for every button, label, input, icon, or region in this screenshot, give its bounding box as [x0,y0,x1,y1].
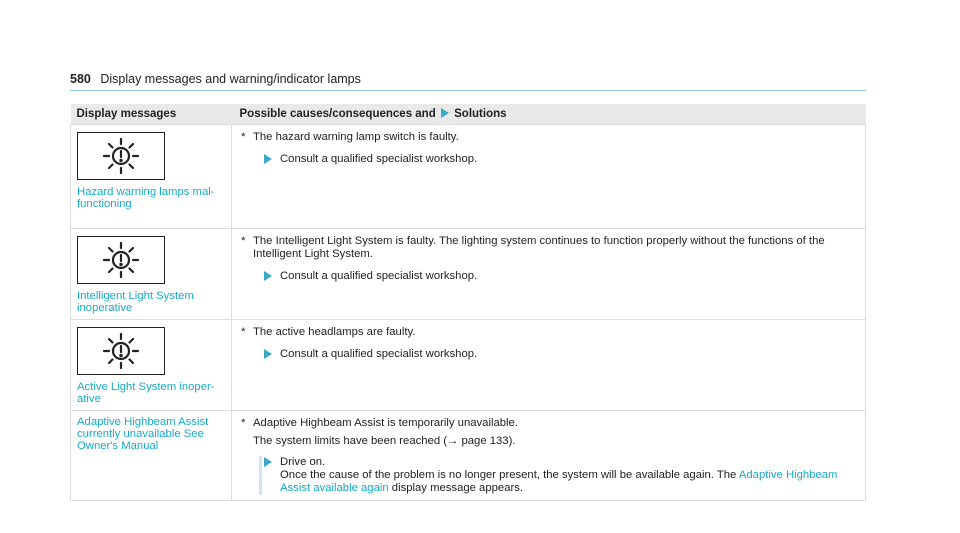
page-number: 580 [70,72,91,86]
col-header-solutions: Solutions [454,108,507,120]
cause-extra-line [238,435,859,448]
col-header-causes: Possible causes/consequences and [239,108,436,120]
light-warning-icon [77,132,165,180]
light-warning-icon [77,236,165,284]
solution-arrow-icon [264,154,272,164]
cause-line: * Adaptive Highbeam Assist is temporarily unavailable. [241,417,518,429]
solution-text: Consult a qualified specialist workshop. [280,348,478,360]
cause-cell [232,411,866,501]
light-warning-icon [77,327,165,375]
page-title: Display messages and warning/indicator lamps [100,72,361,86]
table-row [71,229,866,320]
cause-extra-text [253,435,516,448]
solution-text-block [280,456,859,495]
cause-line: * The Intelligent Light System is faulty. The lighting system continues to function properly without the functions of the Intelligent Light System. [238,235,859,261]
solution-message-link: Adaptive Highbeam Assist available again [280,469,838,494]
solution-line2-suffix: display message appears. [391,482,524,494]
cause-text: Adaptive Highbeam Assist is temporarily unavailable. [253,417,518,429]
cause-text: The active headlamps are faulty. [253,326,416,338]
cause-extra-suffix: ). [508,435,516,447]
message-label: Intelligent Light System inoperative [77,290,194,314]
message-cell [71,125,232,229]
cause-cell [232,125,866,229]
cause-line: * The active headlamps are faulty. [241,326,416,338]
solution-text: Consult a qualified specialist workshop. [280,270,478,282]
message-label: Hazard warning lamps mal- functioning [77,186,215,210]
cause-text: The hazard warning lamp switch is faulty. [253,131,459,143]
solution-arrow-icon [264,457,272,467]
solution-arrow-icon [441,108,449,118]
message-label: Adaptive Highbeam Assist currently unavailable See Owner's Manual [77,416,209,452]
table-header-row [71,104,866,125]
table-row [71,411,866,501]
cause-cell [232,320,866,411]
solution-line1: Drive on. [280,456,326,468]
message-cell [71,320,232,411]
message-label: Active Light System inoper- ative [77,381,215,405]
display-messages-table [70,104,866,501]
col-header-display-messages: Display messages [71,104,232,125]
table-row [71,125,866,229]
header-divider [70,90,866,91]
col-header-causes-solutions [232,104,866,125]
page-reference-arrow: → [447,435,459,447]
light-warning-icon-svg [101,331,141,371]
message-cell [71,229,232,320]
solution-line [262,153,859,167]
solution-text: Consult a qualified specialist workshop. [280,153,478,165]
solution-line [262,348,859,362]
solution-line2-prefix: Once the cause of the problem is no longer present, the system will be available again. The [280,469,737,481]
table-row [71,320,866,411]
light-warning-icon-svg [101,136,141,176]
message-cell [71,411,232,501]
cause-line: * The hazard warning lamp switch is faulty. [241,131,459,143]
light-warning-icon-svg [101,240,141,280]
page-reference-link[interactable]: page 133 [461,435,509,447]
cause-extra-prefix: The system limits have been reached ( [253,435,448,447]
cause-cell [232,229,866,320]
solution-arrow-icon [264,271,272,281]
solution-line [262,270,859,284]
solution-arrow-icon [264,349,272,359]
solution-line [259,456,859,495]
cause-text: The Intelligent Light System is faulty. The lighting system continues to function properly without the functions of the Intelligent Light System. [253,235,825,260]
page-header [70,72,361,86]
